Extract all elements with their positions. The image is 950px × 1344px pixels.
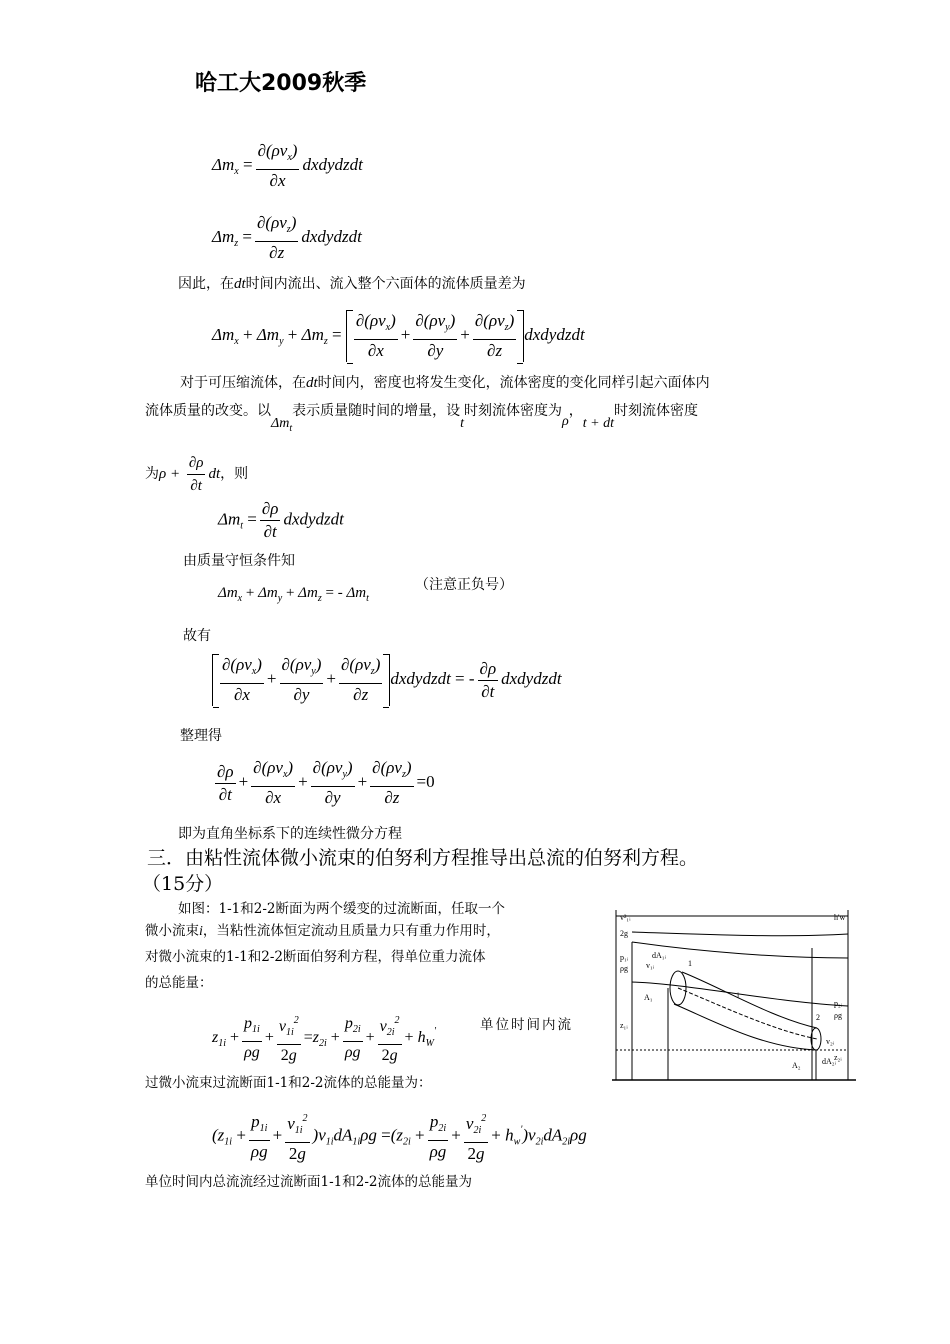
paragraph-rho-dt: 为ρ + $\frac{\partial\rho}{\partial t}$ dt，则: [145, 452, 248, 497]
svg-text:v²₁ᵢ: v²₁ᵢ: [620, 913, 631, 922]
equation-balance: $\Delta m_x + \Delta m_y + \Delta m_z$ = - $\Delta m_t$: [218, 585, 369, 604]
svg-text:z₁ᵢ: z₁ᵢ: [620, 1021, 628, 1030]
svg-text:dA₂ᵢ: dA₂ᵢ: [822, 1057, 836, 1066]
equation-dmt: $\Delta m_t$ = $\frac{\partial\rho}{\partial t}$ dxdydzdt: [218, 499, 344, 541]
paragraph-rearrange: 整理得: [180, 728, 222, 744]
paragraph-conservation: 由质量守恒条件知: [183, 553, 295, 569]
section-3-heading: 三．由粘性流体微小流束的伯努利方程推导出总流的伯努利方程。: [147, 847, 699, 869]
svg-text:1: 1: [688, 959, 692, 968]
svg-text:dA₁ᵢ: dA₁ᵢ: [652, 951, 666, 960]
equation-dmx: $\Delta m_x$ = $\frac{\partial(\rho v_x)}{\partial x}$ dxdydzdt: [212, 141, 363, 190]
q-line-6: 过微小流束过流断面1-1和2-2流体的总能量为：: [145, 1075, 432, 1091]
svg-text:v₂ᵢ: v₂ᵢ: [826, 1037, 835, 1046]
svg-text:A₁: A₁: [644, 993, 653, 1002]
equation-continuity: $\frac{\partial\rho}{\partial t}$ + $\frac{\partial(\rho v_x)}{\partial x}$ + $\frac{\partial(\rho v_y)}{\partial y}$ + $\frac{\partial(\rho v_z)}{\partial z}$ =0: [217, 758, 435, 807]
svg-text:2g: 2g: [620, 929, 628, 938]
svg-text:v₁ᵢ: v₁ᵢ: [646, 961, 655, 970]
q-line-1: 如图：1-1和2-2断面为两个缓变的过流断面，任取一个: [178, 901, 505, 917]
equation-bernoulli-stream: $z_{1i}$ + $\frac{p_{1i}}{\rho g}$ + $\frac{v_{1i}^2}{2g}$ $=z_{2i}$ + $\frac{p_{2i}}{\rho g}$ + $\frac{v_{2i}^2}{2g}$ + $h_W'$: [212, 1010, 436, 1067]
paragraph-hence: 故有: [183, 628, 211, 644]
svg-text:2: 2: [816, 1013, 820, 1022]
svg-text:i: i: [737, 991, 740, 1000]
paragraph-conclusion: 即为直角坐标系下的连续性微分方程: [178, 826, 402, 842]
q-line-2: 微小流束i，当粘性流体恒定流动且质量力只有重力作用时，: [145, 923, 500, 939]
svg-text:ρg: ρg: [834, 1011, 842, 1020]
paragraph-mass-difference: 因此，在dt时间内流出、流入整个六面体的流体质量差为: [178, 276, 526, 292]
svg-text:p₂ᵢ: p₂ᵢ: [834, 999, 843, 1008]
equation-continuity-expanded: $\frac{\partial(\rho v_x)}{\partial x}$ + $\frac{\partial(\rho v_y)}{\partial y}$ + $\frac{\partial(\rho v_z)}{\partial z}$ dxdydzdt = - $\frac{\partial\rho}{\partial t}$ dxdydzdt: [212, 654, 562, 706]
svg-text:ρg: ρg: [620, 964, 628, 973]
q-line-7: 单位时间内总流流经过流断面1-1和2-2流体的总能量为: [145, 1174, 472, 1190]
paragraph-compressible: 对于可压缩流体，在dt时间内，密度也将发生变化，流体密度的变化同样引起六面体内: [180, 375, 710, 391]
equation-energy-flux: ($z_{1i}$ + $\frac{p_{1i}}{\rho g}$ + $\frac{v_{1i}^2}{2g}$ )$v_{1i}dA_{1i}\rho g =(z_{2i}$ + $\frac{p_{2i}}{\rho g}$ + $\frac{v_{2i}^2}{2g}$ + $h_w')v_{2i}dA_{2i}\rho g$: [212, 1108, 587, 1165]
equation-dmz: $\Delta m_z$ = $\frac{\partial(\rho v_z)}{\partial z}$ dxdydzdt: [212, 213, 362, 262]
svg-text:p₁ᵢ: p₁ᵢ: [620, 953, 629, 962]
paragraph-density: 流体质量的改变。以$\Delta m_t$表示质量随时间的增量，设t时刻流体密度为ρ，t + dt时刻流体密度: [145, 403, 698, 434]
q-line-5: 单位时间内流: [480, 1017, 573, 1033]
svg-text:z₂ᵢ: z₂ᵢ: [834, 1053, 842, 1062]
equation-sum: $\Delta m_x + \Delta m_y + \Delta m_z$ = $\frac{\partial(\rho v_x)}{\partial x}$ + $\frac{\partial(\rho v_y)}{\partial y}$ + $\frac{\partial(\rho v_z)}{\partial z}$ dxdydzdt: [212, 311, 585, 360]
streamtube-figure: [612, 908, 860, 1088]
section-3-score: （15分）: [142, 873, 224, 895]
svg-text:h'w: h'w: [834, 913, 846, 922]
svg-text:A₂: A₂: [792, 1061, 801, 1070]
q-line-3: 对微小流束的1-1和2-2断面伯努利方程，得单位重力流体: [145, 949, 486, 965]
note-sign: （注意正负号）: [415, 577, 513, 593]
q-line-4: 的总能量：: [145, 975, 213, 991]
page-title: 哈工大2009秋季: [195, 71, 367, 96]
